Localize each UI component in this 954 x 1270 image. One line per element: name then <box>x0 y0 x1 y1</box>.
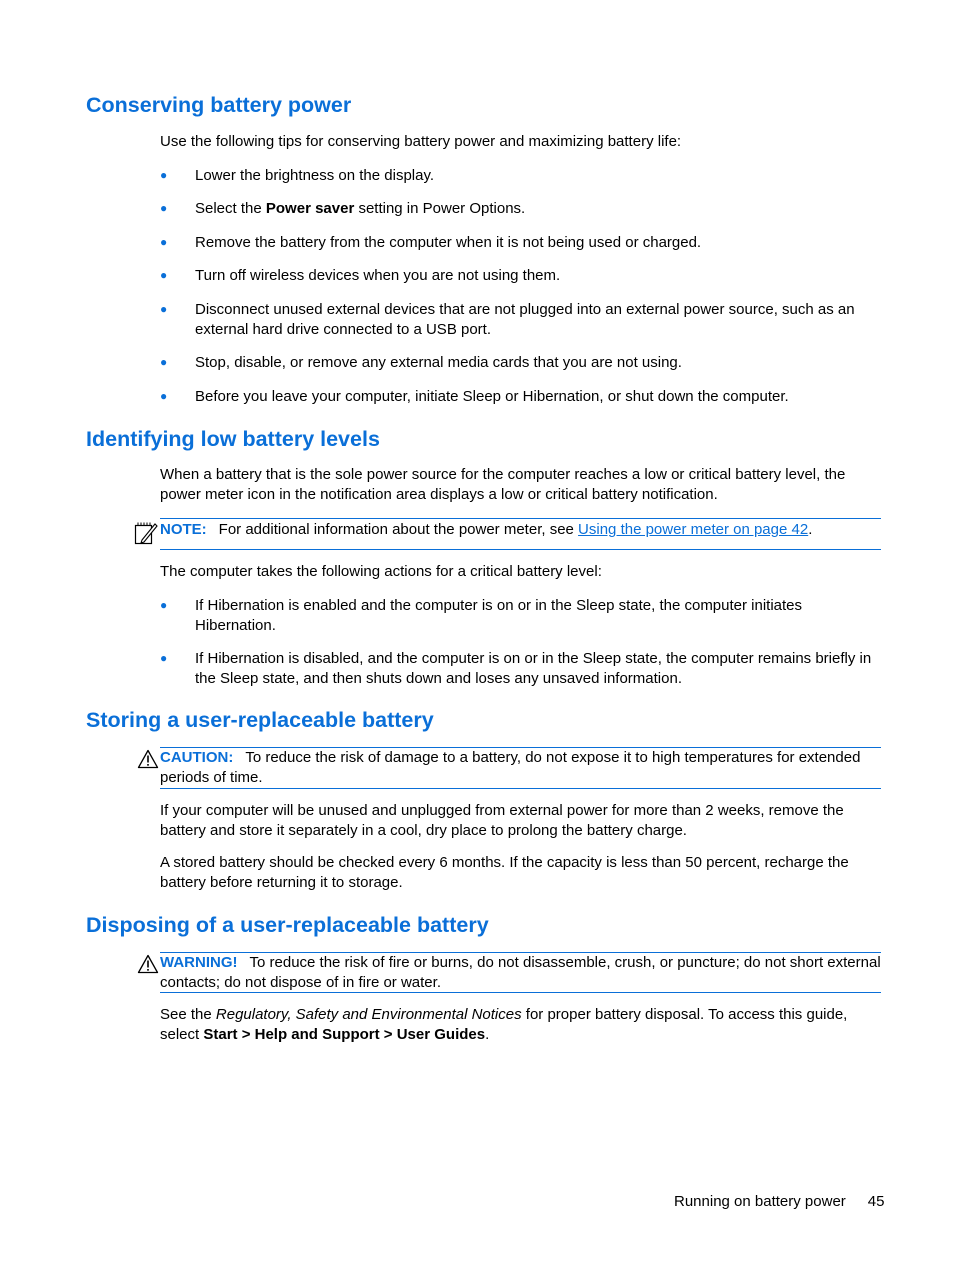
bullet-icon: ● <box>160 268 168 282</box>
list-item-text: Lower the brightness on the display. <box>195 167 435 184</box>
list-item-text: Remove the battery from the computer when it is not being used or charged. <box>195 234 702 251</box>
list-item-text: Before you leave your computer, initiate Sleep or Hibernation, or shut down the computer. <box>195 388 789 405</box>
bullet-icon: ● <box>160 302 168 316</box>
intro-paragraph: Use the following tips for conserving battery power and maximizing battery life: <box>160 133 682 150</box>
bullet-icon: ● <box>160 389 168 403</box>
page-number: 45 <box>867 1193 885 1210</box>
caution-box <box>160 747 881 789</box>
bullet-icon: ● <box>160 651 168 665</box>
list-item-text: Stop, disable, or remove any external media cards that you are not using. <box>195 354 682 371</box>
list-item-text: Select the Power saver setting in Power Options. <box>195 200 526 217</box>
list-item-text: If Hibernation is enabled and the computer is on or in the Sleep state, the computer initiates Hibernation. <box>195 597 803 634</box>
section-heading-disposing: Disposing of a user-replaceable battery <box>86 913 489 937</box>
warning-icon <box>137 954 159 974</box>
caution-label: CAUTION: <box>160 749 234 766</box>
warning-box <box>160 952 881 993</box>
bullet-icon: ● <box>160 201 168 215</box>
caution-text: To reduce the risk of damage to a battery, do not expose it to high temperatures for extended periods of time. <box>160 749 861 786</box>
body-paragraph: When a battery that is the sole power source for the computer reaches a low or critical battery level, the power meter icon in the notification area displays a low or critical battery notification. <box>160 466 846 503</box>
power-saver-term: Power saver <box>265 200 355 217</box>
bullet-icon: ● <box>160 168 168 182</box>
bullet-icon: ● <box>160 598 168 612</box>
note-icon <box>133 520 159 546</box>
section-heading-low-battery: Identifying low battery levels <box>86 427 380 451</box>
regulatory-notices-title: Regulatory, Safety and Environmental Notices <box>215 1006 522 1023</box>
note-label: NOTE: <box>160 521 207 538</box>
note-text: For additional information about the power meter, see <box>218 521 579 538</box>
list-item-text: Turn off wireless devices when you are not using them. <box>195 267 561 284</box>
user-guides-path: Start > Help and Support > User Guides <box>203 1025 486 1043</box>
list-item-text: Disconnect unused external devices that are not plugged into an external power source, such as an external hard drive connected to a USB port. <box>195 301 855 338</box>
warning-text: To reduce the risk of fire or burns, do not disassemble, crush, or puncture; do not short external contacts; do not dispose of in fire or water. <box>160 954 881 991</box>
note-box: NOTE: For additional information about the power meter, see Using the power meter on page 42. <box>160 518 881 550</box>
body-paragraph: The computer takes the following actions for a critical battery level: <box>160 563 602 580</box>
bullet-icon: ● <box>160 235 168 249</box>
footer-title: Running on battery power <box>674 1193 846 1210</box>
power-meter-link[interactable]: Using the power meter on page 42 <box>578 521 809 538</box>
disposal-paragraph: See the Regulatory, Safety and Environmental Notices for proper battery disposal. To access this guide, select Start > Help and Support > User Guides. <box>160 1006 848 1043</box>
section-heading-storing: Storing a user-replaceable battery <box>86 708 434 732</box>
body-paragraph: If your computer will be unused and unplugged from external power for more than 2 weeks, remove the battery and store it separately in a cool, dry place to prolong the battery charge. <box>160 802 844 839</box>
list-item-text: If Hibernation is disabled, and the computer is on or in the Sleep state, the computer remains briefly in the Sleep state, and then shuts down and loses any unsaved information. <box>195 650 872 687</box>
bullet-icon: ● <box>160 355 168 369</box>
section-heading-conserving: Conserving battery power <box>86 93 352 117</box>
caution-icon <box>137 749 159 769</box>
page-footer <box>674 1192 884 1211</box>
body-paragraph: A stored battery should be checked every 6 months. If the capacity is less than 50 percent, recharge the battery before returning it to storage. <box>160 854 849 891</box>
warning-label: WARNING! <box>160 954 238 971</box>
